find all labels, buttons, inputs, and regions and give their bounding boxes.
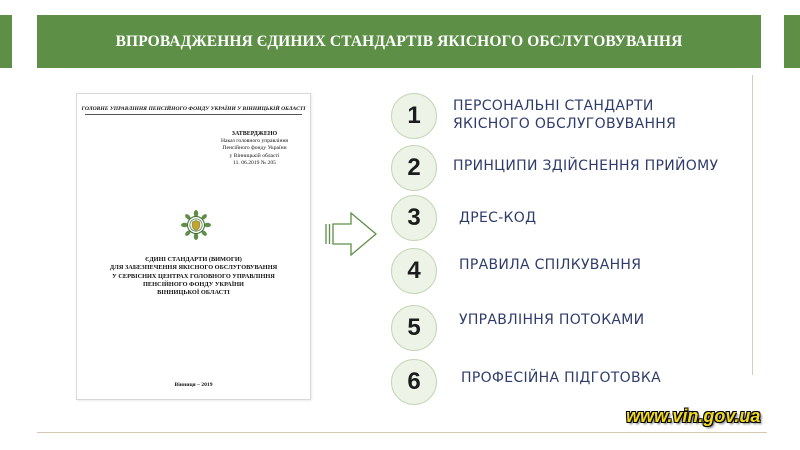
document-organization: ГОЛОВНЕ УПРАВЛІННЯ ПЕНСІЙНОГО ФОНДУ УКРАЇНИ У ВІННИЦЬКІЙ ОБЛАСТІ <box>81 106 306 112</box>
document-title-line: ЄДИНІ СТАНДАРТИ (ВИМОГИ) <box>145 256 242 263</box>
double-outline-right-arrow-icon <box>324 211 378 257</box>
list-item-label-line: ЯКІСНОГО ОБСЛУГОВУВАННЯ <box>453 116 677 132</box>
pension-fund-emblem-icon <box>180 209 212 241</box>
list-item-label: УПРАВЛІННЯ ПОТОКАМИ <box>459 312 645 328</box>
decorative-right-bar <box>784 15 800 68</box>
decorative-left-bar <box>0 15 12 68</box>
header-band <box>37 15 761 68</box>
document-title-line: ПЕНСІЙНОГО ФОНДУ УКРАЇНИ <box>143 280 244 288</box>
document-header-rule <box>85 114 302 115</box>
decorative-horizontal-line <box>37 432 767 433</box>
list-item-label: ПРОФЕСІЙНА ПІДГОТОВКА <box>461 370 661 386</box>
approval-line: Наказ головного управління <box>220 138 289 145</box>
approval-line: Пенсійного фонду України <box>222 145 287 152</box>
step-number-circle: 2 <box>391 145 437 191</box>
list-item-label <box>453 97 676 133</box>
document-cover-preview <box>76 93 311 400</box>
approval-stamp-title: ЗАТВЕРДЖЕНО <box>231 131 278 137</box>
document-city-year: Вінниця – 2019 <box>174 382 213 388</box>
step-number-circle: 5 <box>391 305 437 351</box>
decorative-vertical-line <box>752 75 753 375</box>
list-item-label-line: ПЕРСОНАЛЬНІ СТАНДАРТИ <box>453 98 654 114</box>
approval-line: у Вінницькій області <box>229 152 280 159</box>
list-item-label: ПРИНЦИПИ ЗДІЙСНЕННЯ ПРИЙОМУ <box>453 158 719 174</box>
step-number-circle: 6 <box>391 359 437 405</box>
approval-date: 11. 06.2019 № 205 <box>233 159 276 166</box>
list-item-label: ПРАВИЛА СПІЛКУВАННЯ <box>459 257 642 273</box>
document-title-line: ДЛЯ ЗАБЕЗПЕЧЕННЯ ЯКІСНОГО ОБСЛУГОВУВАННЯ <box>109 264 278 272</box>
document-title-line: ВІННИЦЬКОЇ ОБЛАСТІ <box>157 289 230 297</box>
list-item-label: ДРЕС-КОД <box>459 210 537 226</box>
slide-title: ВПРОВАДЖЕННЯ ЄДИНИХ СТАНДАРТІВ ЯКІСНОГО ОБСЛУГОВУВАННЯ <box>115 32 683 50</box>
step-number-circle: 3 <box>391 195 437 241</box>
step-number-circle: 1 <box>391 93 437 139</box>
document-title-line: У СЕРВІСНИХ ЦЕНТРАХ ГОЛОВНОГО УПРАВЛІННЯ <box>112 272 275 280</box>
step-number-circle: 4 <box>391 248 437 294</box>
website-url-watermark: www.vin.gov.ua <box>626 406 761 426</box>
document-approval-block <box>207 131 302 167</box>
document-title <box>77 256 310 297</box>
